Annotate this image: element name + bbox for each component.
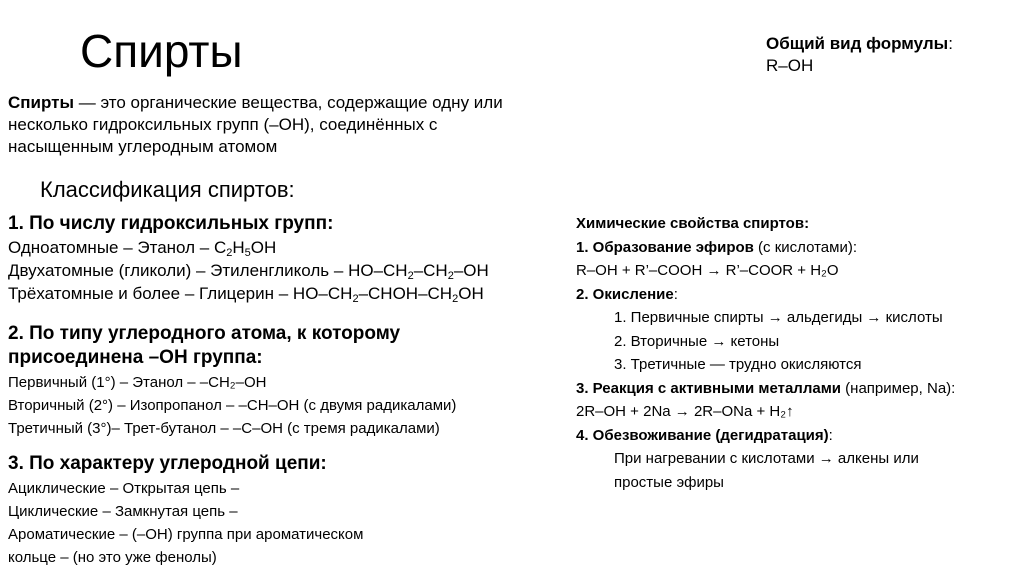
list-item: 1. Первичные спирты → альдегиды → кислоты xyxy=(614,309,943,326)
section-hydroxyl-count xyxy=(8,212,489,305)
list-item: Ароматические – (–OH) группа при ароматическом xyxy=(8,526,364,543)
formula-colon: : xyxy=(948,34,953,53)
section-carbon-type xyxy=(8,322,456,439)
chemical-properties xyxy=(576,212,955,494)
list-item: Трёхатомные и более – Глицерин – $HO-CH_2-CHOH-CH_2OH$ xyxy=(8,284,484,305)
property-dehydration: 4. Обезвоживание (дегидратация): xyxy=(576,426,833,444)
section-heading: 1. По числу гидроксильных групп: xyxy=(8,213,334,234)
list-item: Первичный (1°) – Этанол – –CH₂–OH xyxy=(8,374,267,391)
definition xyxy=(8,92,528,158)
list-item: Ациклические – Открытая цепь – xyxy=(8,480,240,497)
properties-title: Химические свойства спиртов: xyxy=(576,215,810,232)
list-item: Третичный (3°)– Трет-бутанол – –C–OH (с тремя радикалами) xyxy=(8,420,440,437)
dehydration-line: При нагревании с кислотами → алкены или xyxy=(614,450,919,467)
formula-label: Общий вид формулы xyxy=(766,34,949,53)
classification-title: Классификация спиртов: xyxy=(40,177,295,202)
formula-value: R–OH xyxy=(766,56,814,75)
page-title: Спирты xyxy=(80,25,243,77)
section-heading-line2: присоединена –OH группа: xyxy=(8,347,263,368)
definition-text: — это органические вещества, содержащие одну или несколько гидроксильных групп (–OH), соединённых с насыщенным углеродным атомом xyxy=(8,93,503,156)
list-item: 2. Вторичные → кетоны xyxy=(614,332,780,350)
property-oxidation: 2. Окисление: xyxy=(576,285,678,303)
metals-equation: 2R–OH + 2Na → 2R–ONa + H₂↑ xyxy=(576,403,794,420)
section-heading: 3. По характеру углеродной цепи: xyxy=(8,453,327,474)
list-item: Циклические – Замкнутая цепь – xyxy=(8,503,238,520)
section-chain-type xyxy=(8,452,363,568)
esters-equation: R–OH + R’–COOH → R’–COOR + H₂O xyxy=(576,262,839,279)
list-item: Одноатомные – Этанол – $C_2H_5OH$ xyxy=(8,238,277,259)
section-heading-line1: 2. По типу углеродного атома, к которому xyxy=(8,323,401,344)
formula-heading xyxy=(766,34,953,54)
list-item: Двухатомные (гликоли) – Этиленгликоль – $HO-CH_2-CH_2-OH$ xyxy=(8,261,489,282)
list-item: 3. Третичные — трудно окисляются xyxy=(614,356,862,373)
dehydration-line: простые эфиры xyxy=(614,473,724,491)
list-item: кольце – (но это уже фенолы) xyxy=(8,549,217,566)
property-metals: 3. Реакция с активными металлами (например, Na): xyxy=(576,379,956,397)
list-item: Вторичный (2°) – Изопропанол – –CH–OH (с двумя радикалами) xyxy=(8,397,457,414)
definition-term: Спирты xyxy=(8,93,74,112)
property-esters: 1. Образование эфиров (с кислотами): xyxy=(576,238,857,256)
